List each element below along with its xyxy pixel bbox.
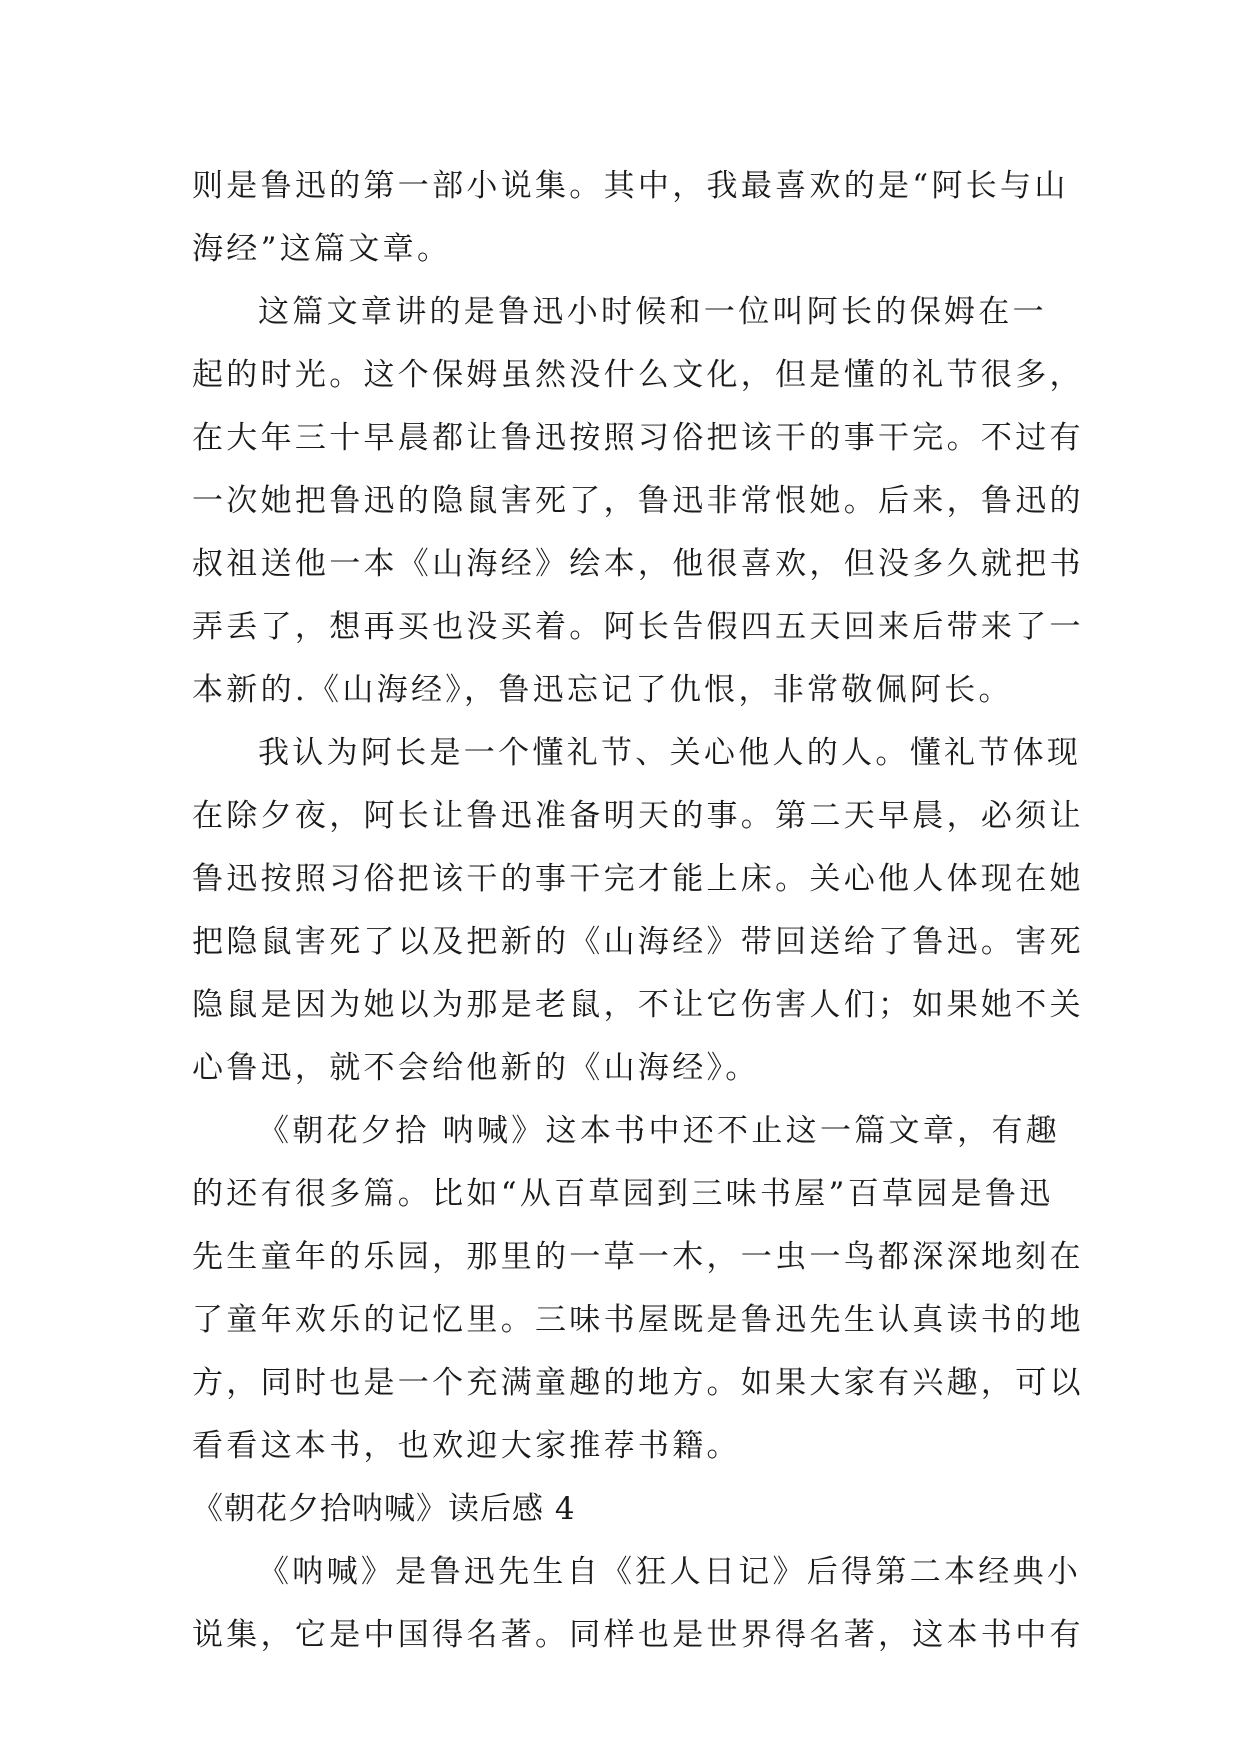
text-line: 的还有很多篇。比如“从百草园到三味书屋”百草园是鲁迅 — [192, 1176, 1054, 1212]
text-line: 隐鼠是因为她以为那是老鼠，不让它伤害人们；如果她不关 — [192, 987, 1084, 1023]
text-line: 说集，它是中国得名著。同样也是世界得名著，这本书中有 — [192, 1617, 1084, 1653]
text-line: 海经”这篇文章。 — [192, 231, 452, 267]
paragraph-recommendation — [192, 1100, 1084, 1478]
text-line: 《呐喊》是鲁迅先生自《狂人日记》后得第二本经典小 — [258, 1554, 1082, 1590]
paragraph-opinion — [192, 722, 1084, 1100]
text-line: 叔祖送他一本《山海经》绘本，他很喜欢，但没多久就把书 — [192, 546, 1084, 582]
text-line: 一次她把鲁迅的隐鼠害死了，鲁迅非常恨她。后来，鲁迅的 — [192, 483, 1084, 519]
text-line: 鲁迅按照习俗把该干的事干完才能上床。关心他人体现在她 — [192, 861, 1084, 897]
paragraph-continuation — [192, 155, 1069, 281]
text-line: 本新的.《山海经》，鲁迅忘记了仇恨，非常敬佩阿长。 — [192, 672, 1013, 708]
text-line: 方，同时也是一个充满童趣的地方。如果大家有兴趣，可以 — [192, 1365, 1084, 1401]
text-line: 心鲁迅，就不会给他新的《山海经》。 — [192, 1050, 760, 1086]
text-line: 则是鲁迅的第一部小说集。其中，我最喜欢的是“阿长与山 — [192, 168, 1069, 204]
text-line: 起的时光。这个保姆虽然没什么文化，但是懂的礼节很多， — [192, 357, 1084, 393]
text-line: 我认为阿长是一个懂礼节、关心他人的人。懂礼节体现 — [258, 735, 1082, 771]
text-line: 看看这本书，也欢迎大家推荐书籍。 — [192, 1428, 741, 1464]
text-line: 先生童年的乐园，那里的一草一木，一虫一鸟都深深地刻在 — [192, 1239, 1084, 1275]
section-heading: 《朝花夕拾呐喊》读后感 4 — [192, 1491, 576, 1527]
paragraph-story-summary — [192, 281, 1084, 722]
text-line: 《朝花夕拾 呐喊》这本书中还不止这一篇文章，有趣 — [258, 1113, 1061, 1149]
text-line: 这篇文章讲的是鲁迅小时候和一位叫阿长的保姆在一 — [258, 294, 1047, 330]
text-line: 把隐鼠害死了以及把新的《山海经》带回送给了鲁迅。害死 — [192, 924, 1084, 960]
text-line: 在除夕夜，阿长让鲁迅准备明天的事。第二天早晨，必须让 — [192, 798, 1084, 834]
text-line: 在大年三十早晨都让鲁迅按照习俗把该干的事干完。不过有 — [192, 420, 1084, 456]
paragraph-nahan-intro — [192, 1541, 1084, 1667]
document-body — [192, 155, 1084, 1667]
text-line: 弄丢了，想再买也没买着。阿长告假四五天回来后带来了一 — [192, 609, 1084, 645]
text-line: 了童年欢乐的记忆里。三味书屋既是鲁迅先生认真读书的地 — [192, 1302, 1084, 1338]
